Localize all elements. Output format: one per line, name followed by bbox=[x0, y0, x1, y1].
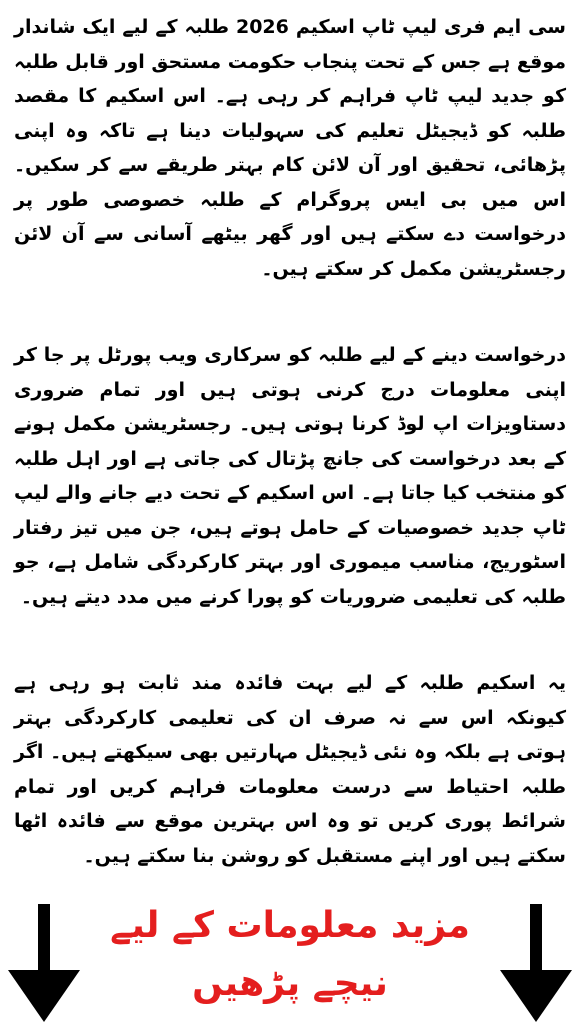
article-paragraph-2: درخواست دینے کے لیے طلبہ کو سرکاری ویب پورٹل پر جا کر اپنی معلومات درج کرنی ہوتی ہیں اور تمام ضروری دستاویزات اپ لوڈ کرنا ہوتی ہیں۔ رجسٹریشن مکمل ہونے کے بعد درخواست کی جانچ پڑتال کی جاتی ہے اور اہل طلبہ کو منتخب کیا جاتا ہے۔ اس اسکیم کے تحت دیے جانے والے لیپ ٹاپ جدید خصوصیات کے حامل ہوتے ہیں، جن میں تیز رفتار اسٹوریج، مناسب میموری اور بہتر کارکردگی شامل ہے، جو طلبہ کی تعلیمی ضروریات کو پورا کرنے میں مدد دیتے ہیں۔ bbox=[14, 344, 566, 608]
arrow-down-icon bbox=[500, 904, 572, 1022]
read-more-banner bbox=[0, 888, 580, 1024]
article-paragraph-1: سی ایم فری لیپ ٹاپ اسکیم 2026 طلبہ کے لیے ایک شاندار موقع ہے جس کے تحت پنجاب حکومت مستحق اور قابل طلبہ کو جدید لیپ ٹاپ فراہم کر رہی ہے۔ اس اسکیم کا مقصد طلبہ کو ڈیجیٹل تعلیم کی سہولیات دینا ہے تاکہ وہ اپنی پڑھائی، تحقیق اور آن لائن کام بہتر طریقے سے کر سکیں۔ اس میں بی ایس پروگرام کے طلبہ خصوصی طور پر درخواست دے سکتے ہیں اور گھر بیٹھے آسانی سے آن لائن رجسٹریشن مکمل کر سکتے ہیں۔ bbox=[14, 16, 566, 280]
cta-line-2[interactable]: نیچے پڑھیں bbox=[192, 963, 388, 1004]
arrow-down-icon bbox=[8, 904, 80, 1022]
cta-line-1[interactable]: مزید معلومات کے لیے bbox=[110, 905, 470, 946]
article-paragraph-3: یہ اسکیم طلبہ کے لیے بہت فائدہ مند ثابت ہو رہی ہے کیونکہ اس سے نہ صرف ان کی تعلیمی کارکردگی بہتر ہوتی ہے بلکہ وہ نئی ڈیجیٹل مہارتیں بھی سیکھتے ہیں۔ اگر طلبہ احتیاط سے درست معلومات فراہم کریں اور تمام شرائط پوری کریں تو وہ اس بہترین موقع سے فائدہ اٹھا سکتے ہیں اور اپنے مستقبل کو روشن بنا سکتے ہیں۔ bbox=[14, 672, 566, 867]
